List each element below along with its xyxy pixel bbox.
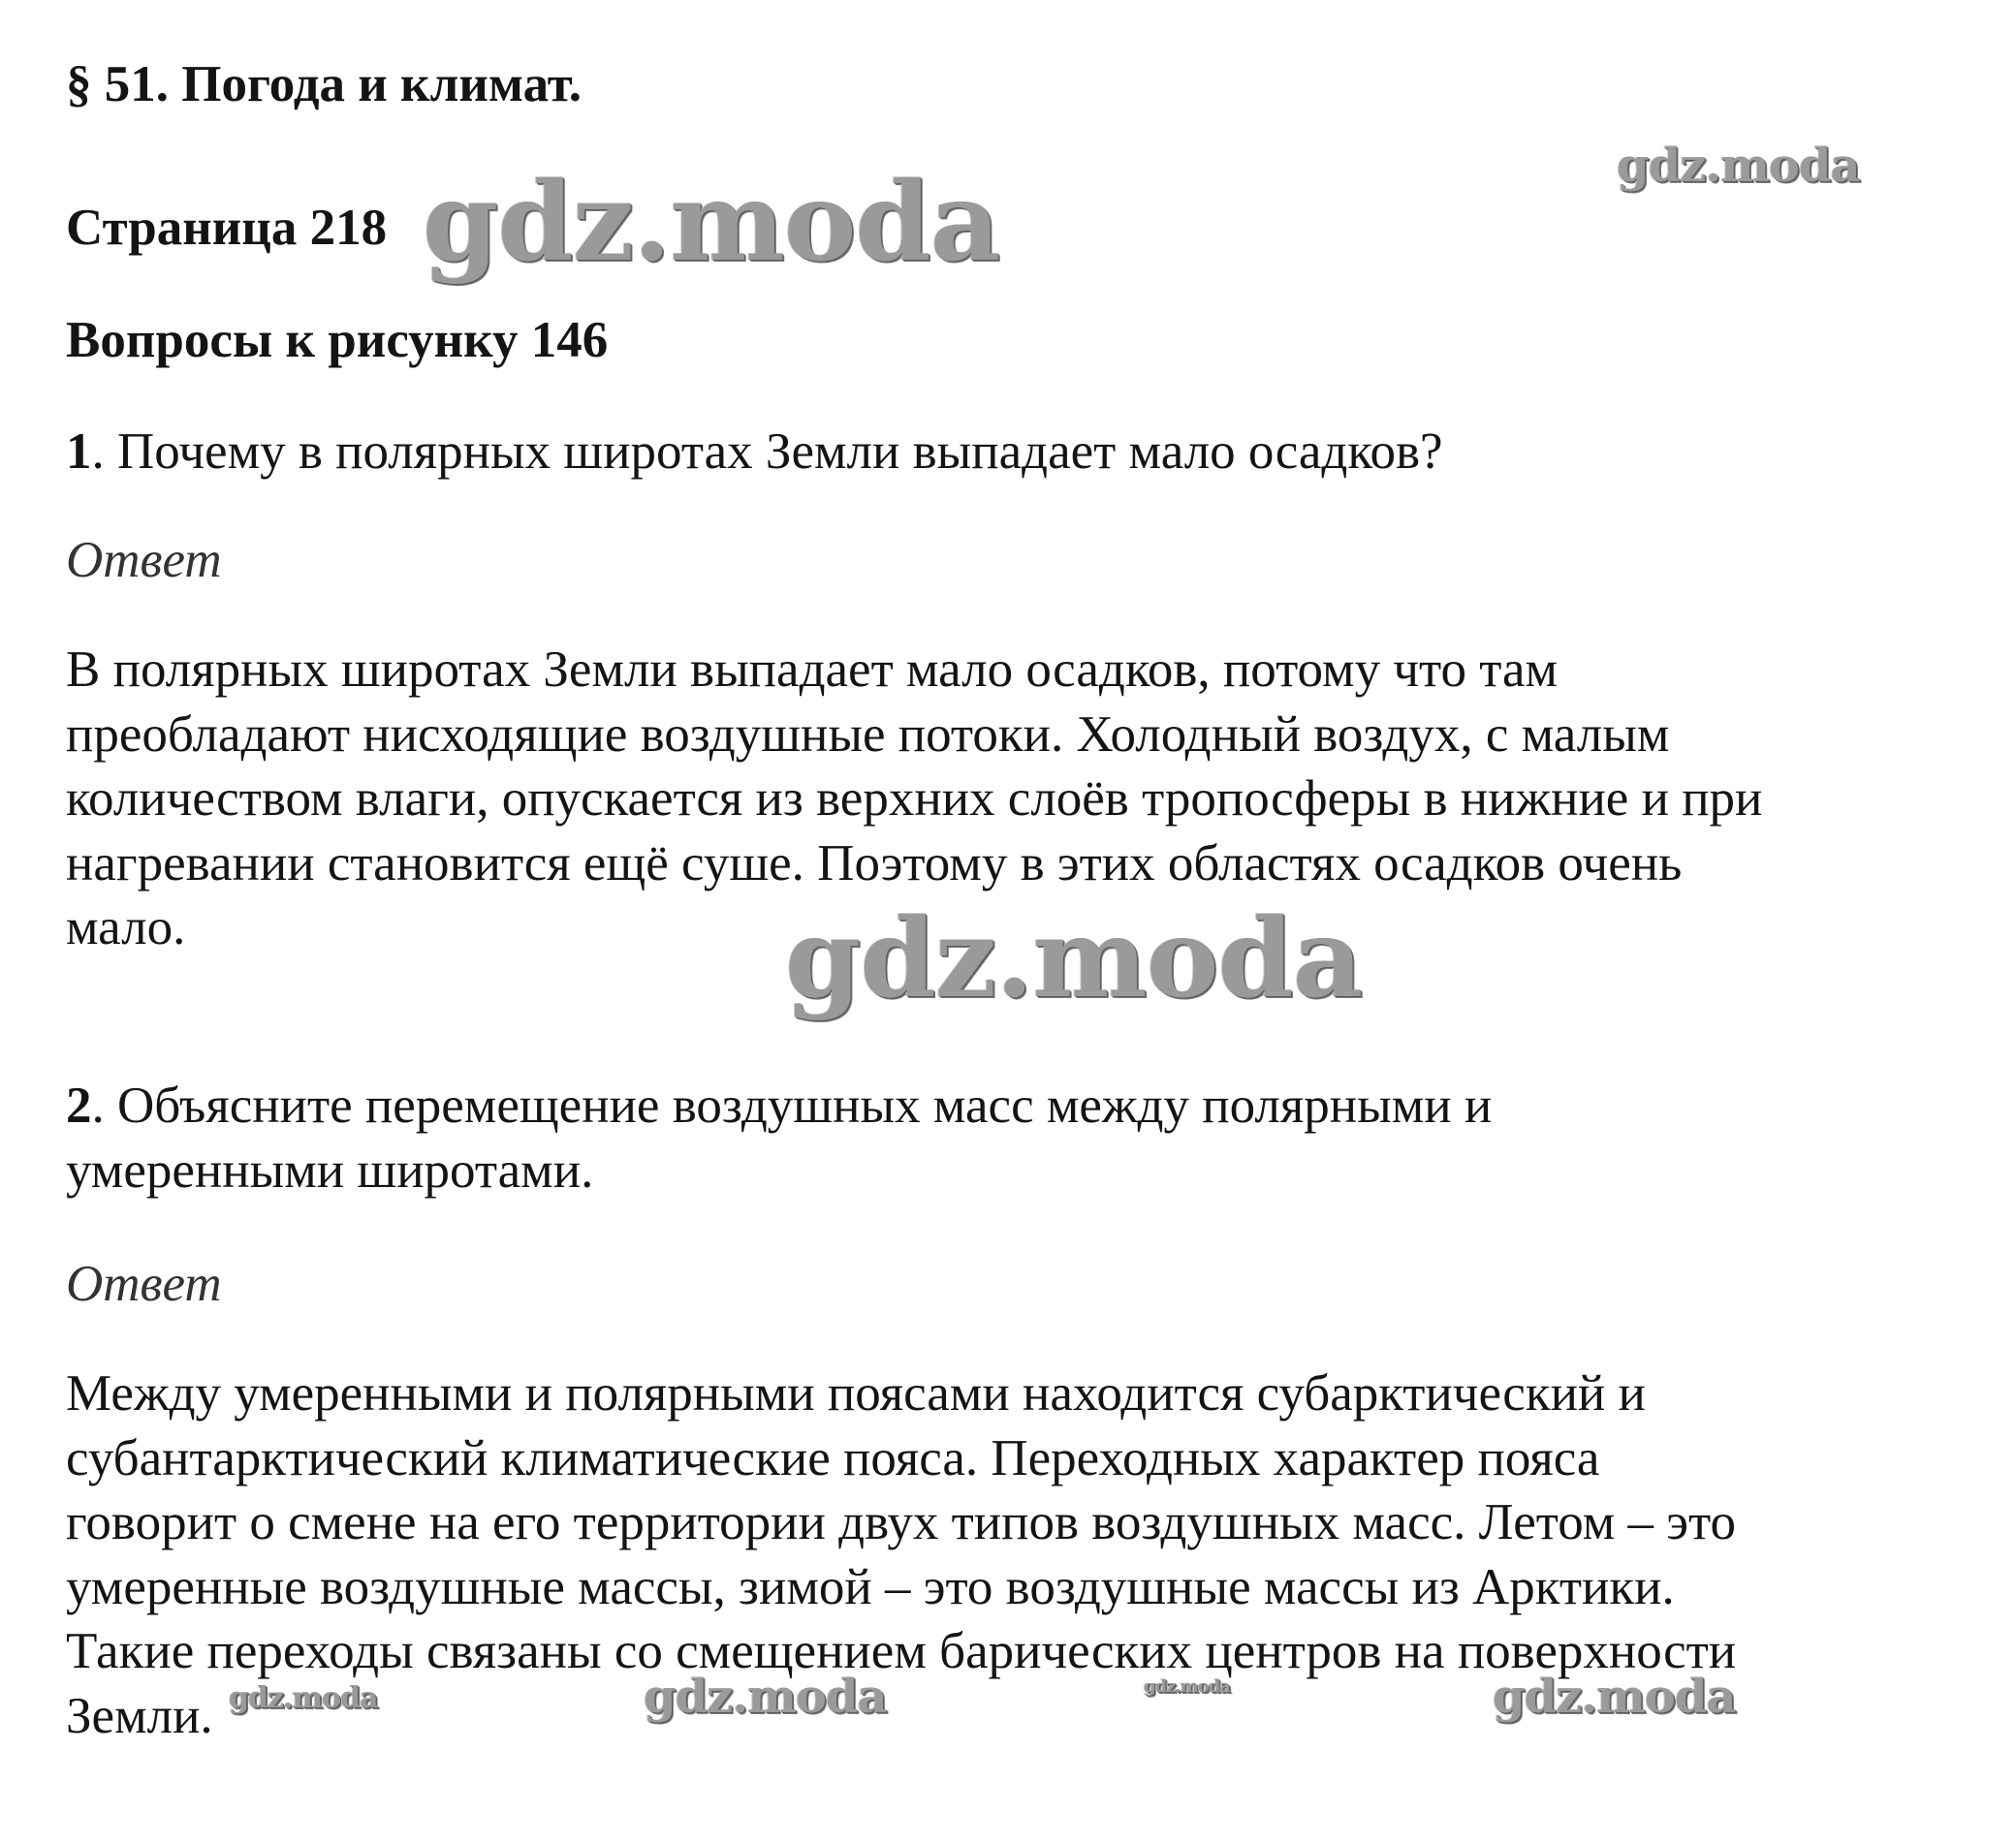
section-title: § 51. Погода и климат. <box>66 56 583 112</box>
answer-line: преобладают нисходящие воздушные потоки. Холодный воздух, с малым <box>66 705 1670 763</box>
watermark: gdz.moda <box>644 1670 887 1724</box>
watermark: gdz.moda <box>785 895 1363 1022</box>
watermark: gdz.moda <box>1493 1670 1736 1724</box>
answer-line: мало. <box>66 899 186 955</box>
question-text: . Почему в полярных широтах Земли выпадает мало осадков? <box>91 423 1443 480</box>
watermark: gdz.moda <box>1617 139 1860 193</box>
answer-line: количеством влаги, опускается из верхних слоёв тропосферы в нижние и при <box>66 770 1763 827</box>
answer-line: нагревании становится ещё суше. Поэтому в этих областях осадков очень <box>66 834 1683 891</box>
answer-2 <box>66 1361 1966 1748</box>
question-line <box>66 1074 1966 1139</box>
watermark: gdz.moda <box>423 159 1000 286</box>
question-1 <box>66 420 1443 484</box>
answer-label-2: Ответ <box>66 1256 222 1312</box>
question-line: умеренными широтами. <box>66 1141 594 1199</box>
question-2 <box>66 1074 1966 1203</box>
answer-line: говорит о смене на его территории двух типов воздушных масс. Летом – это <box>66 1494 1736 1550</box>
question-number: 1 <box>66 423 92 480</box>
question-number: 2 <box>66 1078 92 1134</box>
watermark: gdz.moda <box>229 1681 378 1715</box>
answer-line: Между умеренными и полярными поясами находится субарктический и <box>66 1365 1646 1422</box>
answer-line: Такие переходы связаны со смещением барических центров на поверхности <box>66 1623 1737 1679</box>
question-text: . Объясните перемещение воздушных масс между полярными и <box>91 1078 1493 1134</box>
page-label: Страница 218 <box>66 200 388 256</box>
answer-line: В полярных широтах Земли выпадает мало осадков, потому что там <box>66 641 1559 698</box>
answer-line: Земли. <box>66 1687 213 1744</box>
answer-label-1: Ответ <box>66 532 222 588</box>
answer-line: субантарктический климатические пояса. Переходных характер пояса <box>66 1429 1600 1486</box>
watermark: gdz.moda <box>1144 1676 1230 1697</box>
subheading: Вопросы к рисунку 146 <box>66 312 609 368</box>
answer-line: умеренные воздушные массы, зимой – это воздушные массы из Арктики. <box>66 1558 1675 1615</box>
answer-1 <box>66 638 1966 960</box>
